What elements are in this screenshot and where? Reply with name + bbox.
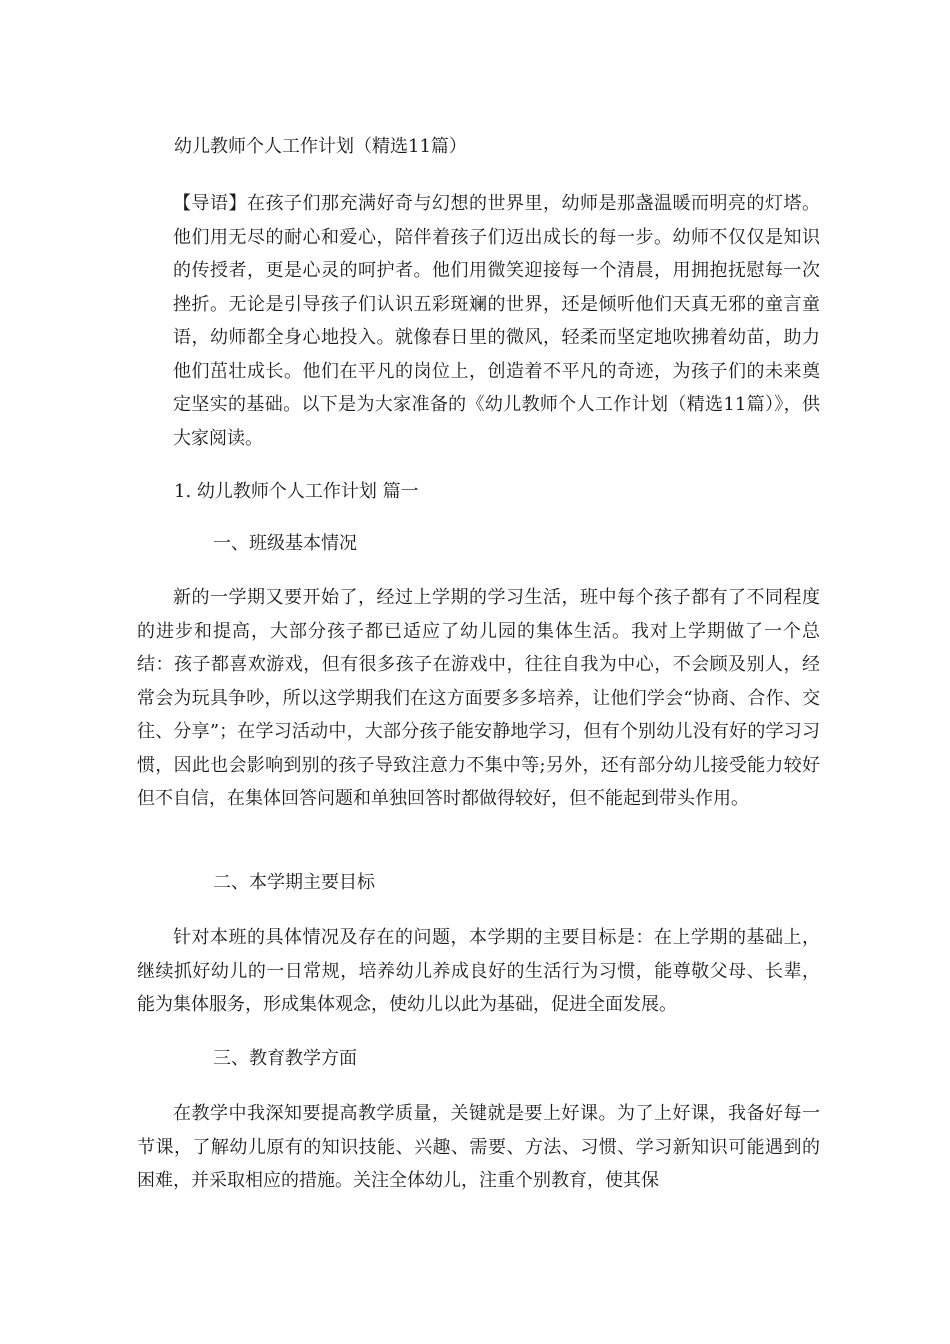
intro-tag: 【导语】 bbox=[173, 193, 247, 214]
intro-paragraph bbox=[137, 187, 820, 455]
paragraph-class-situation: 新的一学期又要开始了，经过上学期的学习生活，班中每个孩子都有了不同程度的进步和提高，大部分孩子都已适应了幼儿园的集体生活。我对上学期做了一个总结：孩子都喜欢游戏，但有很多孩子在游戏中，往往自我为中心，不会顾及别人，经常会为玩具争吵，所以这学期我们在这方面要多多培养，让他们学会“协商、合作、交往、分享”；在学习活动中，大部分孩子能安静地学习，但有个别幼儿没有好的学习习惯，因此也会影响到别的孩子导致注意力不集中等;另外，还有部分幼儿接受能力较好但不自信，在集体回答问题和单独回答时都做得较好，但不能起到带头作用。 bbox=[137, 587, 820, 809]
heading-class-situation: 一、班级基本情况 bbox=[213, 533, 357, 554]
paragraph-teaching: 在教学中我深知要提高教学质量，关键就是要上好课。为了上好课，我备好每一节课，了解幼儿原有的知识技能、兴趣、需要、方法、习惯、学习新知识可能遇到的困难，并采取相应的措施。关注全体幼儿，注重个别教育，使其保 bbox=[137, 1103, 820, 1191]
document-title: 幼儿教师个人工作计划（精选11篇） bbox=[174, 136, 467, 157]
intro-text: 在孩子们那充满好奇与幻想的世界里，幼师是那盏温暖而明亮的灯塔。他们用无尽的耐心和爱心，陪伴着孩子们迈出成长的每一步。幼师不仅仅是知识的传授者，更是心灵的呵护者。他们用微笑迎接每一个清晨，用拥抱抚慰每一次挫折。无论是引导孩子们认识五彩斑斓的世界，还是倾听他们天真无邪的童言童语，幼师都全身心地投入。就像春日里的微风，轻柔而坚定地吹拂着幼苗，助力他们茁壮成长。他们在平凡的岗位上，创造着不平凡的奇迹，为孩子们的未来奠定坚实的基础。以下是为大家准备的《幼儿教师个人工作计划（精选11篇）》，供大家阅读。 bbox=[173, 193, 820, 449]
section-title: 1. 幼儿教师个人工作计划 篇一 bbox=[174, 481, 419, 502]
heading-main-goals: 二、本学期主要目标 bbox=[213, 872, 375, 893]
heading-teaching: 三、教育教学方面 bbox=[213, 1048, 357, 1069]
paragraph-main-goals: 针对本班的具体情况及存在的问题，本学期的主要目标是：在上学期的基础上，继续抓好幼儿的一日常规，培养幼儿养成良好的生活行为习惯，能尊敬父母、长辈，能为集体服务，形成集体观念，使幼儿以此为基础，促进全面发展。 bbox=[137, 927, 820, 1015]
